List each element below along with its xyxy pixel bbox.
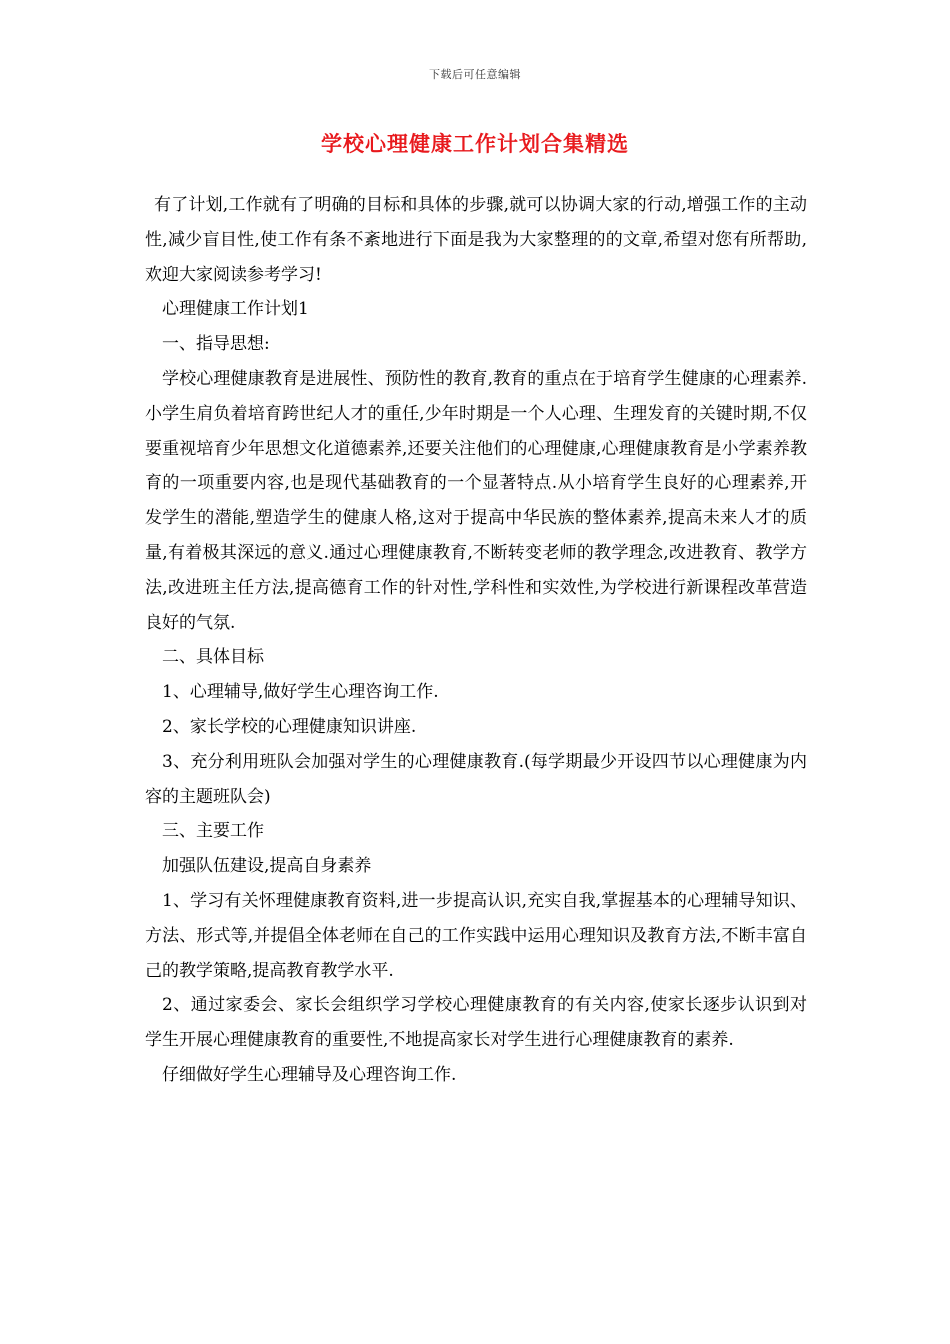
section-heading-main-work: 三、主要工作	[162, 821, 264, 842]
goal-item-2: 2、家长学校的心理健康知识讲座.	[162, 716, 417, 737]
subheading-team-building: 加强队伍建设,提高自身素养	[162, 856, 372, 877]
work-item-1: 1、学习有关怀理健康教育资料,进一步提高认识,充实自我,掌握基本的心理辅导知识、方法、形式等,并提倡全体老师在自己的工作实践中运用心理知识及教育方法,不断丰富自己的教学策略,提高教育教学水平.	[145, 890, 807, 981]
goal-item-1: 1、心理辅导,做好学生心理咨询工作.	[162, 682, 439, 703]
subheading-counseling: 仔细做好学生心理辅导及心理咨询工作.	[162, 1064, 457, 1085]
section-heading-specific-goals: 二、具体目标	[162, 647, 264, 668]
section-heading-guiding-thought: 一、指导思想:	[162, 334, 270, 355]
document-body	[145, 188, 807, 1093]
section-heading-plan-1: 心理健康工作计划1	[162, 299, 309, 320]
intro-paragraph: 有了计划,工作就有了明确的目标和具体的步骤,就可以协调大家的行动,增强工作的主动性,减少盲目性,使工作有条不紊地进行下面是我为大家整理的的文章,希望对您有所帮助,欢迎大家阅读参考学习!	[145, 195, 807, 285]
header-note: 下载后可任意编辑	[429, 68, 521, 81]
document-title: 学校心理健康工作计划合集精选	[321, 131, 629, 156]
goal-item-3: 3、充分利用班队会加强对学生的心理健康教育.(每学期最少开设四节以心理健康为内容的主题班队会)	[145, 751, 807, 807]
work-item-2: 2、通过家委会、家长会组织学习学校心理健康教育的有关内容,使家长逐步认识到对学生开展心理健康教育的重要性,不地提高家长对学生进行心理健康教育的素养.	[145, 995, 807, 1051]
guiding-thought-paragraph: 学校心理健康教育是进展性、预防性的教育,教育的重点在于培育学生健康的心理素养.小学生肩负着培育跨世纪人才的重任,少年时期是一个人心理、生理发育的关键时期,不仅要重视培育少年思想文化道德素养,还要关注他们的心理健康,心理健康教育是小学素养教育的一项重要内容,也是现代基础教育的一个显著特点.从小培育学生良好的心理素养,开发学生的潜能,塑造学生的健康人格,这对于提高中华民族的整体素养,提高未来人才的质量,有着极其深远的意义.通过心理健康教育,不断转变老师的教学理念,改进教育、教学方法,改进班主任方法,提高德育工作的针对性,学科性和实效性,为学校进行新课程改革营造良好的气氛.	[145, 368, 807, 633]
